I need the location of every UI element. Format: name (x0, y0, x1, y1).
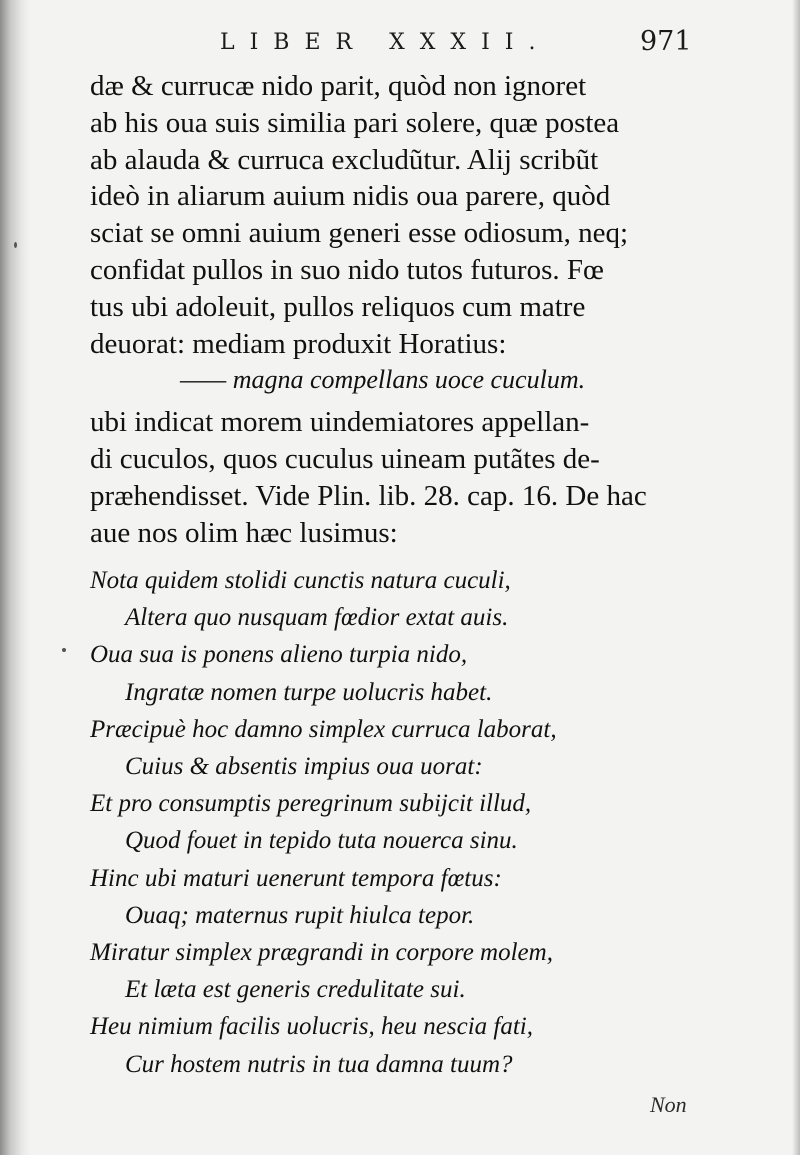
page-gutter-shadow (0, 0, 30, 1155)
text-line: ideò in aliarum auium nidis oua parere, quòd (90, 180, 611, 213)
text-line: di cuculos, quos cuculus uineam putãtes de- (90, 443, 600, 475)
poem-verse: Hinc ubi maturi uenerunt tempora fœtus: (90, 864, 502, 892)
running-head: LIBER XXXII. (220, 30, 551, 55)
text-line: sciat se omni auium generi esse odiosum, neq; (90, 217, 629, 250)
text-line: ubi indicat morem uindemiatores appellan- (90, 406, 590, 438)
ink-speck (62, 648, 66, 652)
poem-verse: Nota quidem stolidi cunctis natura cuculi, (90, 567, 511, 594)
page-edge-shadow (792, 0, 800, 1155)
catchword: Non (650, 1092, 687, 1117)
text-line: deuorat: mediam produxit Horatius: (90, 327, 507, 360)
poem-verse: Ouaq; maternus rupit hiulca tepor. (125, 901, 475, 929)
page-number: 971 (640, 26, 692, 57)
poem (90, 562, 710, 1083)
poem-verse: Altera quo nusquam fœdior extat auis. (125, 604, 509, 632)
text-line: aue nos olim hæc lusimus: (90, 517, 398, 549)
poem-verse: Et læta est generis credulitate sui. (125, 976, 466, 1004)
text-line: præhendisset. Vide Plin. lib. 28. cap. 16. De hac (90, 480, 647, 512)
text-line: dæ & currucæ nido parit, quòd non ignoret (90, 70, 587, 102)
text-line: confidat pullos in suo nido tutos futuros. Fœ (90, 253, 604, 286)
horace-quotation: —— magna compellans uoce cuculum. (180, 365, 586, 394)
poem-verse: Cur hostem nutris in tua damna tuum? (125, 1050, 513, 1078)
poem-verse: Miratur simplex prægrandi in corpore molem, (90, 939, 553, 967)
text-line: ab alauda & curruca excludũtur. Alij scribũt (90, 143, 599, 176)
poem-verse: Quod fouet in tepido tuta nouerca sinu. (125, 827, 518, 855)
prose-block (90, 68, 700, 362)
poem-verse: Præcipuè hoc damno simplex curruca laborat, (90, 715, 557, 743)
poem-verse: Ingratæ nomen turpe uolucris habet. (125, 678, 493, 706)
text-line: tus ubi adoleuit, pullos reliquos cum matre (90, 290, 586, 323)
poem-verse: Heu nimium facilis uolucris, heu nescia fati, (90, 1013, 534, 1041)
text-line: ab his oua suis similia pari solere, quæ postea (90, 106, 620, 139)
poem-verse: Oua sua is ponens alieno turpia nido, (90, 641, 468, 669)
prose-block-continued (90, 404, 700, 552)
poem-verse: Cuius & absentis impius oua uorat: (125, 753, 483, 781)
poem-verse: Et pro consumptis peregrinum subijcit illud, (90, 790, 532, 818)
ink-speck (14, 242, 17, 248)
